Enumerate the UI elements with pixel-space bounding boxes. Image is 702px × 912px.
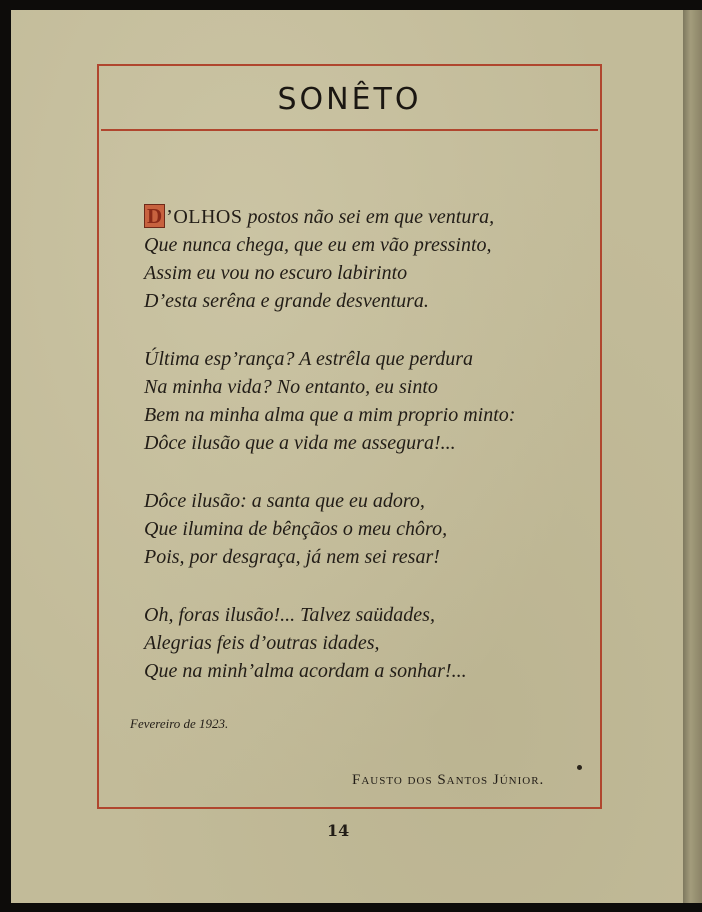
poem-line: Que nunca chega, que eu em vão pressinto,: [144, 234, 492, 256]
stanza: [144, 601, 584, 685]
poem-body: [144, 203, 584, 715]
poem-title: SONÊTO: [277, 82, 422, 117]
poem-line: Bem na minha alma que a mim proprio minto:: [144, 404, 516, 426]
poem-line: Dôce ilusão que a vida me assegura!...: [144, 432, 456, 454]
poem-line: [144, 203, 584, 231]
poem-line: Que na minh’alma acordam a sonhar!...: [144, 660, 467, 682]
poem-line: D’esta serêna e grande desventura.: [144, 290, 429, 312]
poem-line: Assim eu vou no escuro labirinto: [144, 262, 408, 284]
poem-line: Dôce ilusão: a santa que eu adoro,: [144, 490, 425, 512]
dropcap-initial: D: [144, 204, 165, 228]
poem-line: Na minha vida? No entanto, eu sinto: [144, 376, 438, 398]
book-spine: [683, 10, 702, 903]
poem-line: Oh, foras ilusão!... Talvez saüdades,: [144, 604, 435, 626]
stanza: [144, 487, 584, 571]
stanza: [144, 345, 584, 457]
smallcaps-word: ’OLHOS: [166, 206, 243, 228]
poem-line: Que ilumina de bênçãos o meu chôro,: [144, 518, 448, 540]
poem-date: Fevereiro de 1923.: [130, 716, 229, 731]
poem-line: Pois, por desgraça, já nem sei resar!: [144, 546, 440, 568]
page-number: 14: [327, 821, 350, 840]
first-line-text: postos não sei em que ventura,: [242, 206, 495, 228]
ink-speck: [577, 765, 582, 770]
title-rule: [101, 129, 598, 131]
poem-line: Última esp’rança? A estrêla que perdura: [144, 348, 474, 370]
stanza: [144, 203, 584, 315]
poem-line: Alegrias feis d’outras idades,: [144, 632, 380, 654]
poem-author: Fausto dos Santos Júnior.: [352, 772, 545, 788]
